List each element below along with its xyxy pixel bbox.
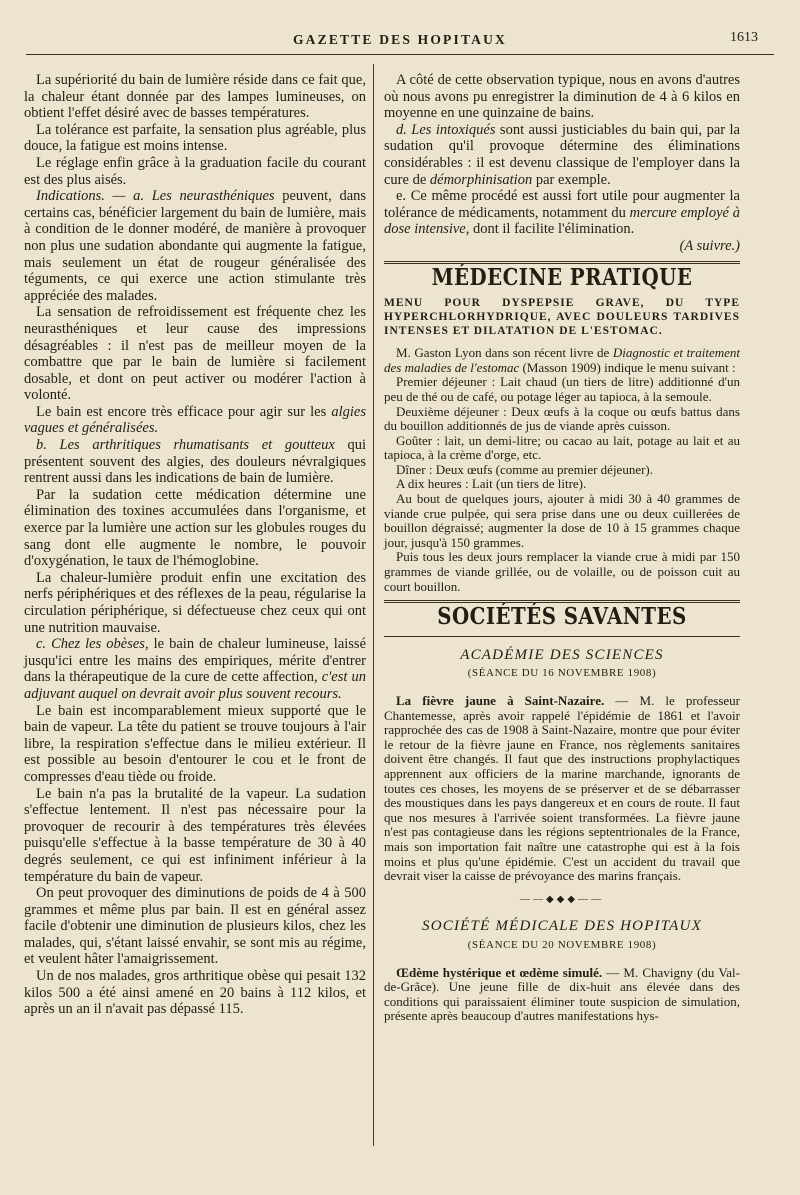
menu-heading: MENU POUR DYSPEPSIE GRAVE, DU TYPE HYPERCHLORHYDRIQUE, AVEC DOULEURS TARDIVES INTENSES ET DILATATION DE L'ESTOMAC. — [384, 297, 740, 338]
section-title-medecine: MÉDECINE PRATIQUE — [431, 263, 693, 291]
article-fievre-jaune — [384, 694, 740, 884]
emphasis: algies vagues et généralisées. — [24, 403, 366, 437]
section-lead: c. Chez les — [36, 636, 107, 653]
paragraph: Deuxième déjeuner : Deux œufs à la coque ou œufs battus dans du bouillon additionnés de jus de viande après cuisson. — [384, 403, 740, 434]
paragraph: Le réglage enfin grâce à la graduation facile du courant est des plus aisés. — [24, 154, 366, 188]
emphasis: Les neurasthéniques — [151, 188, 275, 205]
paragraph: Le bain n'a pas la brutalité de la vapeur. La sudation s'effectue lentement. Il n'est pas nécessaire pour la provoquer de recourir à des températures très élevées puisqu'elle s'effectue à la basse température de 30 à 40 degrés seulement, ce qui est infiniment inférieur à la température du bain de vapeur. — [24, 785, 366, 885]
paragraph: Par la sudation cette médication détermine une élimination des toxines accumulées dans l'organisme, et exerce par la lumière une action sur les globules rouges du sang dont elle augmente le nombre, le pouvoir d'oxygénation, le taux de l'hémoglobine. — [24, 486, 366, 570]
section-lead: b. Les — [36, 437, 93, 454]
paragraph — [384, 966, 740, 1024]
text: — M. Chavigny (du Val-de-Grâce). Une jeune fille de dix-huit ans élevée dans des conditions qui paraissaient éliminer toute suspicion de simulation, présente après beaucoup d'autres manifestations hys- — [384, 964, 740, 1024]
emphasis: démorphinisation — [429, 171, 533, 188]
paragraph: A dix heures : Lait (un tiers de litre). — [396, 476, 587, 492]
paragraph: Au bout de quelques jours, ajouter à midi 30 à 40 grammes de viande crue pulpée, qui sera prise dans une ou deux cuillerées de bouillon dégraissé; augmenter la dose de 10 à 15 grammes chaque jour, jusqu'à 150 grammes. — [384, 491, 740, 550]
paragraph — [384, 694, 740, 884]
text: , le bain de chaleur lumineuse, laissé jusqu'ici entre les mains des empiriques, mérite d'entrer dans la thérapeutique de la cure de cette affection, — [24, 636, 367, 686]
text: Le bain est encore très efficace pour agir sur les — [36, 403, 332, 420]
paragraph: Puis tous les deux jours remplacer la viande crue à midi par 150 grammes de viande grillée, ou de volaille, ou de poisson cuit au court bouillon. — [384, 549, 740, 594]
paragraph: La supériorité du bain de lumière réside dans ce fait que, la chaleur étant donnée par des lampes lumineuses, on obtient l'effet désiré avec de basses températures. — [24, 72, 366, 122]
emphasis: arthritiques rhumatisants et goutteux — [92, 437, 335, 454]
text: (Masson 1909) indique le menu suivant : — [519, 359, 736, 375]
paragraph — [24, 636, 366, 702]
paragraph: Premier déjeuner : Lait chaud (un tiers de litre) additionné d'un peu de thé ou de café, ou potage léger au tapioca, à la semoule. — [384, 374, 740, 404]
text: par exemple. — [532, 171, 611, 188]
paragraph: La sensation de refroidissement est fréquente chez les neurasthéniques et leur cause des impressions désagréables : il n'est pas de meilleur moyen de la combattre que par le bain de lumière si facilement dosable, et dont on peut activer ou modérer l'action à volonté. — [24, 304, 366, 404]
article-title: Œdème hystérique et œdème simulé. — [396, 964, 603, 980]
menu-block — [384, 346, 740, 594]
text: sont aussi justiciables du bain qui, par la sudation qu'il provoque détermine des éliminations considérables : il est devenu classique de l'employer dans la cure de — [384, 121, 740, 188]
column-divider — [373, 64, 374, 1146]
paragraph — [24, 188, 366, 304]
paragraph: On peut provoquer des diminutions de poids de 4 à 500 grammes et même plus par bain. Il est en général assez facile d'obtenir une diminution de plusieurs kilos, chez les malades, qui, s'étant laissé envahir, se sont mis au régime, et veulent hâter l'amaigrissement. — [24, 885, 366, 968]
emphasis: obèses — [106, 636, 145, 653]
text: , dont il facilite l'élimination. — [465, 221, 635, 238]
section-lead: Indications. — a. — [36, 188, 144, 205]
separator-ornament: ——◆◆◆—— — [519, 893, 605, 905]
journal-title: GAZETTE DES HOPITAUX — [292, 32, 508, 47]
right-column — [384, 72, 740, 1024]
page-header — [16, 28, 784, 54]
article-oedeme — [384, 966, 740, 1024]
emphasis: intoxiqués — [435, 121, 496, 138]
text: qui présentent souvent des algies, des douleurs névralgiques rentrent aussi dans les indications de bain de lumière. — [24, 437, 366, 487]
emphasis: c'est un adjuvant auquel on devrait avoir plus souvent recours. — [24, 669, 366, 702]
seance-date: (SÉANCE DU 20 NOVEMBRE 1908) — [467, 938, 657, 951]
text: — M. le professeur Chantemesse, après avoir rappelé l'épidémie de 1861 et l'avoir rapprochée des cas de 1908 à Saint-Nazaire, montre que pour éviter le retour de la fièvre jaune en France, nos règlements sanitaires doivent être changés. Il faut que des instructions prophylactiques apprennent aux officiers de la marine marchande, ignorants de toutes ces choses, les moyens de se préserver et de se débarrasser des moustiques dans les pays dangereux et en cours de route. Il faut que nos mesures à l'arrivée soient transformées. La fièvre jaune n'est pas contagieuse dans les régions septentrionales de la France, mais son importation fait naître une catastrophe qui est à la fois moins et plus qu'une épidémie. C'est un accident du travail que devrait viser la caisse de prévoyance des marins français. — [384, 693, 740, 884]
seance-date: (SÉANCE DU 16 NOVEMBRE 1908) — [467, 667, 657, 680]
header-rule — [26, 54, 774, 55]
paragraph: La chaleur-lumière produit enfin une excitation des nerfs périphériques et des réflexes de la peau, régularise la circulation périphérique, si défectueuse chez ceux qui ont une nutrition mauvaise. — [24, 569, 366, 636]
section-rule — [384, 636, 740, 637]
text: M. Gaston Lyon dans son récent livre de — [396, 345, 613, 361]
paragraph: Un de nos malades, gros arthritique obèse qui pesait 132 kilos 500 a été ainsi amené en 20 bains à 112 kilos, et après un an il n'avait pas dépassé 115. — [24, 968, 366, 1018]
left-column — [24, 72, 366, 1018]
paragraph: Le bain est incomparablement mieux supporté que le bain de vapeur. La tête du patient se trouve toujours à l'air libre, la respiration s'effectue dans le milieu extérieur. Il est possible au besoin d'entourer le cou et le front de compresses d'eau tiède ou froide. — [24, 702, 366, 785]
smh-heading: SOCIÉTÉ MÉDICALE DES HOPITAUX — [422, 918, 702, 935]
to-be-continued: (A suivre.) — [679, 237, 740, 254]
section-title-societes: SOCIÉTÉS SAVANTES — [437, 603, 687, 631]
paragraph: A côté de cette observation typique, nous en avons d'autres où nous avons pu enregistrer la diminution de 4 à 6 kilos en moyenne en une quinzaine de bains. — [384, 72, 740, 122]
paragraph — [24, 437, 366, 487]
paragraph: Dîner : Deux œufs (comme au premier déjeuner). — [396, 461, 654, 477]
page-number: 1613 — [730, 30, 758, 45]
emphasis: mercure employé à dose intensive — [384, 204, 740, 238]
text: peuvent, dans certains cas, bénéficier largement du bain de lumière, mais à condition de le donner modéré, de manière à provoquer non plus une sudation abondante qui augmente la fatigue, mais seulement un état de rougeur généralisée des téguments, ce qui exerce une action stimulante très appréciée des malades. — [24, 188, 367, 304]
paragraph — [384, 346, 740, 375]
paragraph: Goûter : lait, un demi-litre; ou cacao au lait, potage au lait et au tapioca, à la crème d'orge, etc. — [384, 432, 740, 463]
paragraph — [384, 122, 740, 188]
text: e. Ce même procédé est aussi fort utile pour augmenter la tolérance de médicaments, notamment du — [384, 188, 740, 221]
paragraph: La tolérance est parfaite, la sensation plus agréable, plus douce, la fatigue est moins intense. — [24, 121, 366, 155]
paragraph — [384, 188, 740, 238]
article-title: La fièvre jaune à Saint-Nazaire. — [396, 693, 605, 708]
book-title: Diagnostic et traitement des maladies de l'estomac — [384, 345, 740, 375]
paragraph — [24, 404, 366, 437]
academie-heading: ACADÉMIE DES SCIENCES — [460, 646, 664, 663]
section-lead: d. Les — [396, 121, 436, 138]
